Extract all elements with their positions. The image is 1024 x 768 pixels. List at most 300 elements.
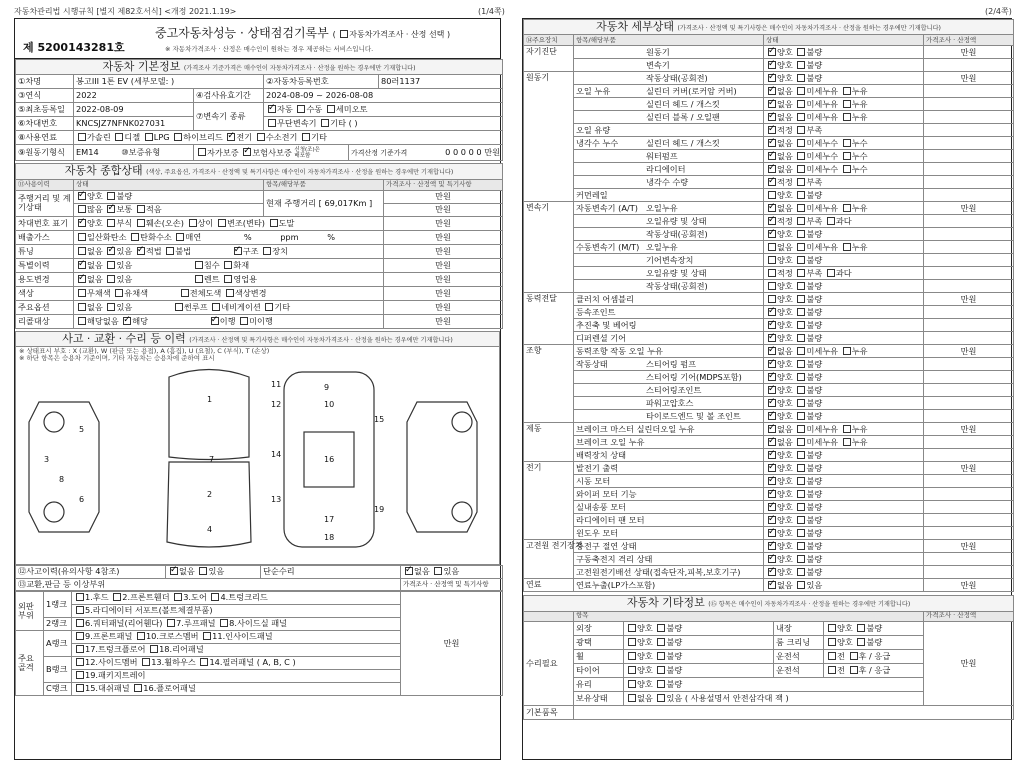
status-option-label: 양호 <box>777 566 793 577</box>
status-checkbox[interactable] <box>768 178 776 186</box>
status-checkbox[interactable] <box>797 61 805 69</box>
interior-bad-checkbox[interactable] <box>857 624 865 632</box>
detail-status-options <box>764 267 924 280</box>
status-checkbox[interactable] <box>768 100 776 108</box>
exterior-label: 외장 <box>574 621 624 635</box>
fuel-diesel-checkbox[interactable] <box>115 133 123 141</box>
detail-row <box>524 98 1014 111</box>
use-change-yes-checkbox[interactable] <box>107 275 115 283</box>
radiator-support-checkbox[interactable] <box>76 606 84 614</box>
status-option-label: 불량 <box>806 228 823 239</box>
status-checkbox[interactable] <box>797 48 805 56</box>
room-bad-checkbox[interactable] <box>857 638 865 646</box>
tuning-none-checkbox[interactable] <box>78 247 86 255</box>
status-checkbox[interactable] <box>768 347 776 355</box>
status-option-label: 양호 <box>777 280 793 291</box>
page1-number: (1/4쪽) <box>478 7 505 16</box>
status-checkbox[interactable] <box>797 334 805 342</box>
accident-none-checkbox[interactable] <box>170 567 178 575</box>
status-checkbox[interactable] <box>797 217 805 225</box>
glass-bad-checkbox[interactable] <box>657 680 665 688</box>
status-checkbox[interactable] <box>768 204 776 212</box>
status-checkbox[interactable] <box>797 516 805 524</box>
detail-subgroup: 냉각수 누수 <box>576 137 619 148</box>
exterior-good-checkbox[interactable] <box>628 624 636 632</box>
status-checkbox[interactable] <box>797 295 805 303</box>
vin-good-checkbox[interactable] <box>78 219 86 227</box>
vin-corrosion-checkbox[interactable] <box>107 219 115 227</box>
status-checkbox[interactable] <box>797 477 805 485</box>
status-checkbox[interactable] <box>827 217 835 225</box>
interior-good-checkbox[interactable] <box>828 624 836 632</box>
panel-number: 6 <box>79 495 85 505</box>
status-checkbox[interactable] <box>797 386 805 394</box>
device-group-label <box>524 59 574 72</box>
status-option-label: 있음 <box>806 579 823 590</box>
status-checkbox[interactable] <box>843 139 851 147</box>
special-fire-checkbox[interactable] <box>224 261 232 269</box>
recall-yes-checkbox[interactable] <box>123 317 131 325</box>
options-yes-checkbox[interactable] <box>107 303 115 311</box>
status-checkbox[interactable] <box>768 399 776 407</box>
detail-subgroup: 브레이크 마스터 실린더오일 누유 <box>576 423 695 434</box>
front-panel-checkbox[interactable] <box>76 632 84 640</box>
status-option-label: 없음 <box>777 163 793 174</box>
detail-row <box>524 332 1014 345</box>
rank-price-unit: 만원 <box>401 591 503 695</box>
status-checkbox[interactable] <box>768 412 776 420</box>
status-checkbox[interactable] <box>768 451 776 459</box>
detail-part: 기어변속장치 <box>646 254 694 265</box>
form-title: 중고자동차성능 · 상태점검기록부 ( 자동차가격조사 · 산정 선택 ) <box>155 26 451 40</box>
detail-item <box>574 72 764 85</box>
status-option-label: 없음 <box>777 241 793 252</box>
status-checkbox[interactable] <box>768 516 776 524</box>
dash-panel-checkbox[interactable] <box>76 684 84 692</box>
status-option-label: 양호 <box>777 384 793 395</box>
status-checkbox[interactable] <box>843 243 851 251</box>
simple-repair-yes-checkbox[interactable] <box>434 567 442 575</box>
wheel-house-checkbox[interactable] <box>142 658 150 666</box>
status-checkbox[interactable] <box>797 321 805 329</box>
detail-row <box>524 72 1014 85</box>
wheel-good-checkbox[interactable] <box>628 652 636 660</box>
status-checkbox[interactable] <box>768 321 776 329</box>
detail-status-options <box>764 319 924 332</box>
status-checkbox[interactable] <box>797 490 805 498</box>
status-checkbox[interactable] <box>768 295 776 303</box>
detail-price <box>924 501 1014 514</box>
price-survey-checkbox[interactable] <box>340 30 348 38</box>
status-checkbox[interactable] <box>768 191 776 199</box>
status-checkbox[interactable] <box>768 308 776 316</box>
status-checkbox[interactable] <box>768 282 776 290</box>
device-group-label <box>524 111 574 124</box>
status-checkbox[interactable] <box>797 204 805 212</box>
status-checkbox[interactable] <box>797 152 805 160</box>
status-checkbox[interactable] <box>797 243 805 251</box>
panel-number: 9 <box>324 383 330 393</box>
status-checkbox[interactable] <box>768 48 776 56</box>
status-checkbox[interactable] <box>768 373 776 381</box>
status-option-label: 양호 <box>777 475 793 486</box>
status-option-label: 불량 <box>806 384 823 395</box>
status-checkbox[interactable] <box>768 243 776 251</box>
detail-price <box>924 241 1014 254</box>
rear-panel-checkbox[interactable] <box>150 645 158 653</box>
status-option-label: 불량 <box>806 449 823 460</box>
status-checkbox[interactable] <box>768 139 776 147</box>
color-chromatic-checkbox[interactable] <box>115 289 123 297</box>
detail-item <box>574 384 764 397</box>
tuning-legal-checkbox[interactable] <box>137 247 145 255</box>
status-checkbox[interactable] <box>797 308 805 316</box>
status-checkbox[interactable] <box>768 113 776 121</box>
device-group-label <box>524 150 574 163</box>
status-option-label: 미세누수 <box>806 150 839 161</box>
device-group-label <box>524 501 574 514</box>
detail-status-options <box>764 306 924 319</box>
side-member-checkbox[interactable] <box>76 658 84 666</box>
fuel-hydrogen-checkbox[interactable] <box>257 133 265 141</box>
color-full-paint-checkbox[interactable] <box>181 289 189 297</box>
status-checkbox[interactable] <box>797 113 805 121</box>
status-checkbox[interactable] <box>797 581 805 589</box>
device-group-label <box>524 306 574 319</box>
options-navi-checkbox[interactable] <box>212 303 220 311</box>
status-checkbox[interactable] <box>843 152 851 160</box>
status-option-label: 양호 <box>777 501 793 512</box>
status-checkbox[interactable] <box>768 555 776 563</box>
status-checkbox[interactable] <box>843 113 851 121</box>
status-option-label: 불량 <box>806 566 823 577</box>
inside-panel-checkbox[interactable] <box>203 632 211 640</box>
gloss-bad-checkbox[interactable] <box>657 638 665 646</box>
status-checkbox[interactable] <box>797 230 805 238</box>
exterior-bad-checkbox[interactable] <box>657 624 665 632</box>
special-flood-checkbox[interactable] <box>195 261 203 269</box>
emission-co-checkbox[interactable] <box>78 233 86 241</box>
detail-row <box>524 384 1014 397</box>
status-checkbox[interactable] <box>768 360 776 368</box>
status-checkbox[interactable] <box>797 568 805 576</box>
tuning-device-checkbox[interactable] <box>263 247 271 255</box>
status-checkbox[interactable] <box>843 87 851 95</box>
tire-rear-checkbox[interactable] <box>850 666 858 674</box>
diagram-note: ※ 하단 항목은 승용차 기준이며, 기타 자동차는 승용차에 준하여 표시 <box>19 354 215 363</box>
roof-panel-checkbox[interactable] <box>167 619 175 627</box>
emission-smoke-checkbox[interactable] <box>176 233 184 241</box>
detail-row <box>524 111 1014 124</box>
other-col-item: 항목 <box>574 611 924 621</box>
special-none-checkbox[interactable] <box>78 261 86 269</box>
status-checkbox[interactable] <box>797 256 805 264</box>
status-checkbox[interactable] <box>797 399 805 407</box>
rank1-items-b: 5.라디에이터 서포트(볼트체결부품) <box>72 604 401 617</box>
device-group-label <box>524 553 574 566</box>
emission-hc-checkbox[interactable] <box>131 233 139 241</box>
side-sill-checkbox[interactable] <box>220 619 228 627</box>
detail-item <box>574 397 764 410</box>
gloss-good-checkbox[interactable] <box>628 638 636 646</box>
status-checkbox[interactable] <box>768 126 776 134</box>
tire-bad-checkbox[interactable] <box>657 666 665 674</box>
detail-price <box>924 449 1014 462</box>
trans-manual-checkbox[interactable] <box>297 105 305 113</box>
mileage-good-checkbox[interactable] <box>78 192 86 200</box>
hood-checkbox[interactable] <box>76 593 84 601</box>
detail-status-options <box>764 371 924 384</box>
status-checkbox[interactable] <box>797 139 805 147</box>
detail-price <box>924 150 1014 163</box>
detail-status-options <box>764 163 924 176</box>
detail-price <box>924 228 1014 241</box>
accident-history-options: ✓ 없음 있음 <box>166 565 261 578</box>
status-checkbox[interactable] <box>768 542 776 550</box>
simple-repair-label: 단순수리 <box>261 565 401 578</box>
status-option-label: 없음 <box>777 98 793 109</box>
other-info-table <box>523 595 1014 719</box>
status-checkbox[interactable] <box>797 373 805 381</box>
status-checkbox[interactable] <box>797 100 805 108</box>
status-checkbox[interactable] <box>768 464 776 472</box>
status-checkbox[interactable] <box>768 165 776 173</box>
detail-price <box>924 111 1014 124</box>
wheel-front-checkbox[interactable] <box>828 652 836 660</box>
panel-number: 17 <box>324 515 335 525</box>
mileage-status: ✓양호 불량 <box>74 190 264 203</box>
use-change-none-checkbox[interactable] <box>78 275 86 283</box>
device-group-label <box>524 410 574 423</box>
status-checkbox[interactable] <box>797 282 805 290</box>
device-group-label: 전기 <box>524 462 574 475</box>
vin-mismatch-checkbox[interactable] <box>189 219 197 227</box>
detail-row <box>524 46 1014 59</box>
status-checkbox[interactable] <box>843 347 851 355</box>
wheel-rear-checkbox[interactable] <box>850 652 858 660</box>
room-good-checkbox[interactable] <box>828 638 836 646</box>
cross-member-checkbox[interactable] <box>137 632 145 640</box>
detail-status-options <box>764 579 924 592</box>
detail-item <box>574 189 764 202</box>
status-checkbox[interactable] <box>768 503 776 511</box>
package-tray-checkbox[interactable] <box>76 671 84 679</box>
basic-items-none-checkbox[interactable] <box>628 694 636 702</box>
basic-items-label: 기본품목 <box>524 705 574 719</box>
options-other-checkbox[interactable] <box>265 303 273 311</box>
status-checkbox[interactable] <box>797 165 805 173</box>
trans-cvt-checkbox[interactable] <box>268 119 276 127</box>
status-checkbox[interactable] <box>768 87 776 95</box>
status-checkbox[interactable] <box>843 438 851 446</box>
options-sunroof-checkbox[interactable] <box>175 303 183 311</box>
model-year-value: 2022 <box>74 89 194 103</box>
wheel-bad-checkbox[interactable] <box>657 652 665 660</box>
floor-panel-checkbox[interactable] <box>134 684 142 692</box>
detail-item <box>574 462 764 475</box>
simple-repair-none-checkbox[interactable] <box>405 567 413 575</box>
status-checkbox[interactable] <box>768 477 776 485</box>
status-checkbox[interactable] <box>797 269 805 277</box>
abnormal-parts-price-label: 가격조사 · 산정액 및 특기사항 <box>401 578 503 590</box>
device-group-label <box>524 384 574 397</box>
vin-altered-checkbox[interactable] <box>218 219 226 227</box>
color-change-checkbox[interactable] <box>226 289 234 297</box>
recall-notdone-checkbox[interactable] <box>240 317 248 325</box>
status-checkbox[interactable] <box>768 269 776 277</box>
status-checkbox[interactable] <box>797 87 805 95</box>
status-checkbox[interactable] <box>797 464 805 472</box>
vin-damage-checkbox[interactable] <box>137 219 145 227</box>
device-group-label <box>524 163 574 176</box>
special-yes-checkbox[interactable] <box>107 261 115 269</box>
status-checkbox[interactable] <box>768 490 776 498</box>
status-checkbox[interactable] <box>768 230 776 238</box>
status-checkbox[interactable] <box>797 126 805 134</box>
status-checkbox[interactable] <box>768 74 776 82</box>
status-checkbox[interactable] <box>768 425 776 433</box>
detail-part: 스티어링 기어(MDPS포함) <box>646 371 742 382</box>
status-checkbox[interactable] <box>768 152 776 160</box>
status-checkbox[interactable] <box>768 529 776 537</box>
status-checkbox[interactable] <box>797 542 805 550</box>
device-group-label <box>524 358 574 371</box>
mileage-bad-checkbox[interactable] <box>107 192 115 200</box>
status-checkbox[interactable] <box>797 360 805 368</box>
warranty-insurance-checkbox[interactable] <box>243 148 251 156</box>
color-achromatic-checkbox[interactable] <box>78 289 86 297</box>
status-checkbox[interactable] <box>843 425 851 433</box>
status-checkbox[interactable] <box>843 100 851 108</box>
accident-yes-checkbox[interactable] <box>199 567 207 575</box>
vin-smeared-checkbox[interactable] <box>270 219 278 227</box>
detail-part: 실린더 헤드 / 개스킷 <box>646 98 720 109</box>
fuel-other-checkbox[interactable] <box>302 133 310 141</box>
basic-items-yes-checkbox[interactable] <box>657 694 665 702</box>
detail-status-options <box>764 150 924 163</box>
recall-na-checkbox[interactable] <box>78 317 86 325</box>
special-history-options: ✓ 없음 있음 침수 화재 <box>74 258 384 272</box>
accident-history-table <box>15 331 500 565</box>
status-checkbox[interactable] <box>797 503 805 511</box>
rankB-items-b: 19.패키지트레이 <box>72 669 401 682</box>
recall-done-checkbox[interactable] <box>211 317 219 325</box>
other-info-title: 자동차 기타정보 (⑮ 항목은 매수인이 자동차가격조사 · 산정을 원하는 경우에만 기재합니다) <box>524 596 1014 611</box>
tuning-structure-checkbox[interactable] <box>234 247 242 255</box>
status-checkbox[interactable] <box>827 269 835 277</box>
status-checkbox[interactable] <box>768 386 776 394</box>
tuning-illegal-checkbox[interactable] <box>166 247 174 255</box>
status-checkbox[interactable] <box>768 334 776 342</box>
tire-front-checkbox[interactable] <box>828 666 836 674</box>
status-checkbox[interactable] <box>797 178 805 186</box>
status-checkbox[interactable] <box>797 412 805 420</box>
status-checkbox[interactable] <box>797 451 805 459</box>
quarter-panel-checkbox[interactable] <box>76 619 84 627</box>
detail-subgroup: 시동 모터 <box>576 475 611 486</box>
engine-type-cell: EM14 ⑩보증유형 <box>74 145 194 161</box>
trans-other-checkbox[interactable] <box>321 119 329 127</box>
tire-good-checkbox[interactable] <box>628 666 636 674</box>
mileage-label: 주행거리 및 계기상태 <box>16 190 74 216</box>
mileage-high-checkbox[interactable] <box>78 205 86 213</box>
status-checkbox[interactable] <box>843 204 851 212</box>
fuel-electric-checkbox[interactable] <box>227 133 235 141</box>
status-checkbox[interactable] <box>797 529 805 537</box>
status-checkbox[interactable] <box>797 438 805 446</box>
glass-label: 유리 <box>574 677 624 691</box>
fuel-hybrid-checkbox[interactable] <box>174 133 182 141</box>
mileage-low-checkbox[interactable] <box>137 205 145 213</box>
other-col-blank <box>524 611 574 621</box>
detail-row <box>524 527 1014 540</box>
trans-semi-checkbox[interactable] <box>327 105 335 113</box>
mileage-normal-checkbox[interactable] <box>107 205 115 213</box>
warranty-self-checkbox[interactable] <box>198 148 206 156</box>
status-checkbox[interactable] <box>768 217 776 225</box>
front-fender-checkbox[interactable] <box>113 593 121 601</box>
status-checkbox[interactable] <box>768 438 776 446</box>
device-group-label <box>524 280 574 293</box>
detail-status-options <box>764 410 924 423</box>
detail-status-options <box>764 189 924 202</box>
status-option-label: 불량 <box>806 358 823 369</box>
status-checkbox[interactable] <box>768 61 776 69</box>
detail-price <box>924 410 1014 423</box>
status-option-label: 미세누수 <box>806 163 839 174</box>
device-group-label <box>524 436 574 449</box>
tuning-yes-checkbox[interactable] <box>107 247 115 255</box>
detail-row <box>524 566 1014 579</box>
status-checkbox[interactable] <box>797 191 805 199</box>
status-checkbox[interactable] <box>797 347 805 355</box>
detail-status-options <box>764 462 924 475</box>
trans-auto-checkbox[interactable] <box>268 105 276 113</box>
panel-number: 7 <box>209 455 215 465</box>
status-checkbox[interactable] <box>768 581 776 589</box>
status-checkbox[interactable] <box>797 425 805 433</box>
rankB-items-a: 12.사이드멤버 13.휠하우스 14.필러패널 ( A, B, C ) <box>72 656 401 669</box>
detail-subgroup: 디퍼렌셜 기어 <box>576 332 627 343</box>
detail-subgroup: 수동변속기 (M/T) <box>576 241 640 252</box>
options-none-checkbox[interactable] <box>78 303 86 311</box>
inspection-period-label: ④검사유효기간 <box>194 89 264 103</box>
status-checkbox[interactable] <box>768 256 776 264</box>
status-option-label: 양호 <box>777 449 793 460</box>
status-checkbox[interactable] <box>843 165 851 173</box>
fuel-gasoline-checkbox[interactable] <box>78 133 86 141</box>
room-cleaning-label: 룸 크리닝 <box>774 635 824 649</box>
glass-good-checkbox[interactable] <box>628 680 636 688</box>
door-checkbox[interactable] <box>174 593 182 601</box>
fuel-lpg-checkbox[interactable] <box>145 133 153 141</box>
status-checkbox[interactable] <box>768 568 776 576</box>
status-option-label: 불량 <box>806 46 823 57</box>
status-checkbox[interactable] <box>797 555 805 563</box>
status-checkbox[interactable] <box>797 74 805 82</box>
pillar-panel-checkbox[interactable] <box>200 658 208 666</box>
status-option-label: 양호 <box>777 306 793 317</box>
use-change-business-checkbox[interactable] <box>224 275 232 283</box>
detail-item <box>574 501 764 514</box>
detail-status-options <box>764 501 924 514</box>
trunk-floor-checkbox[interactable] <box>76 645 84 653</box>
detail-status-table <box>523 19 1014 592</box>
col-status: 상태 <box>74 179 264 190</box>
use-change-rent-checkbox[interactable] <box>195 275 203 283</box>
detail-item <box>574 514 764 527</box>
trunk-lid-checkbox[interactable] <box>211 593 219 601</box>
